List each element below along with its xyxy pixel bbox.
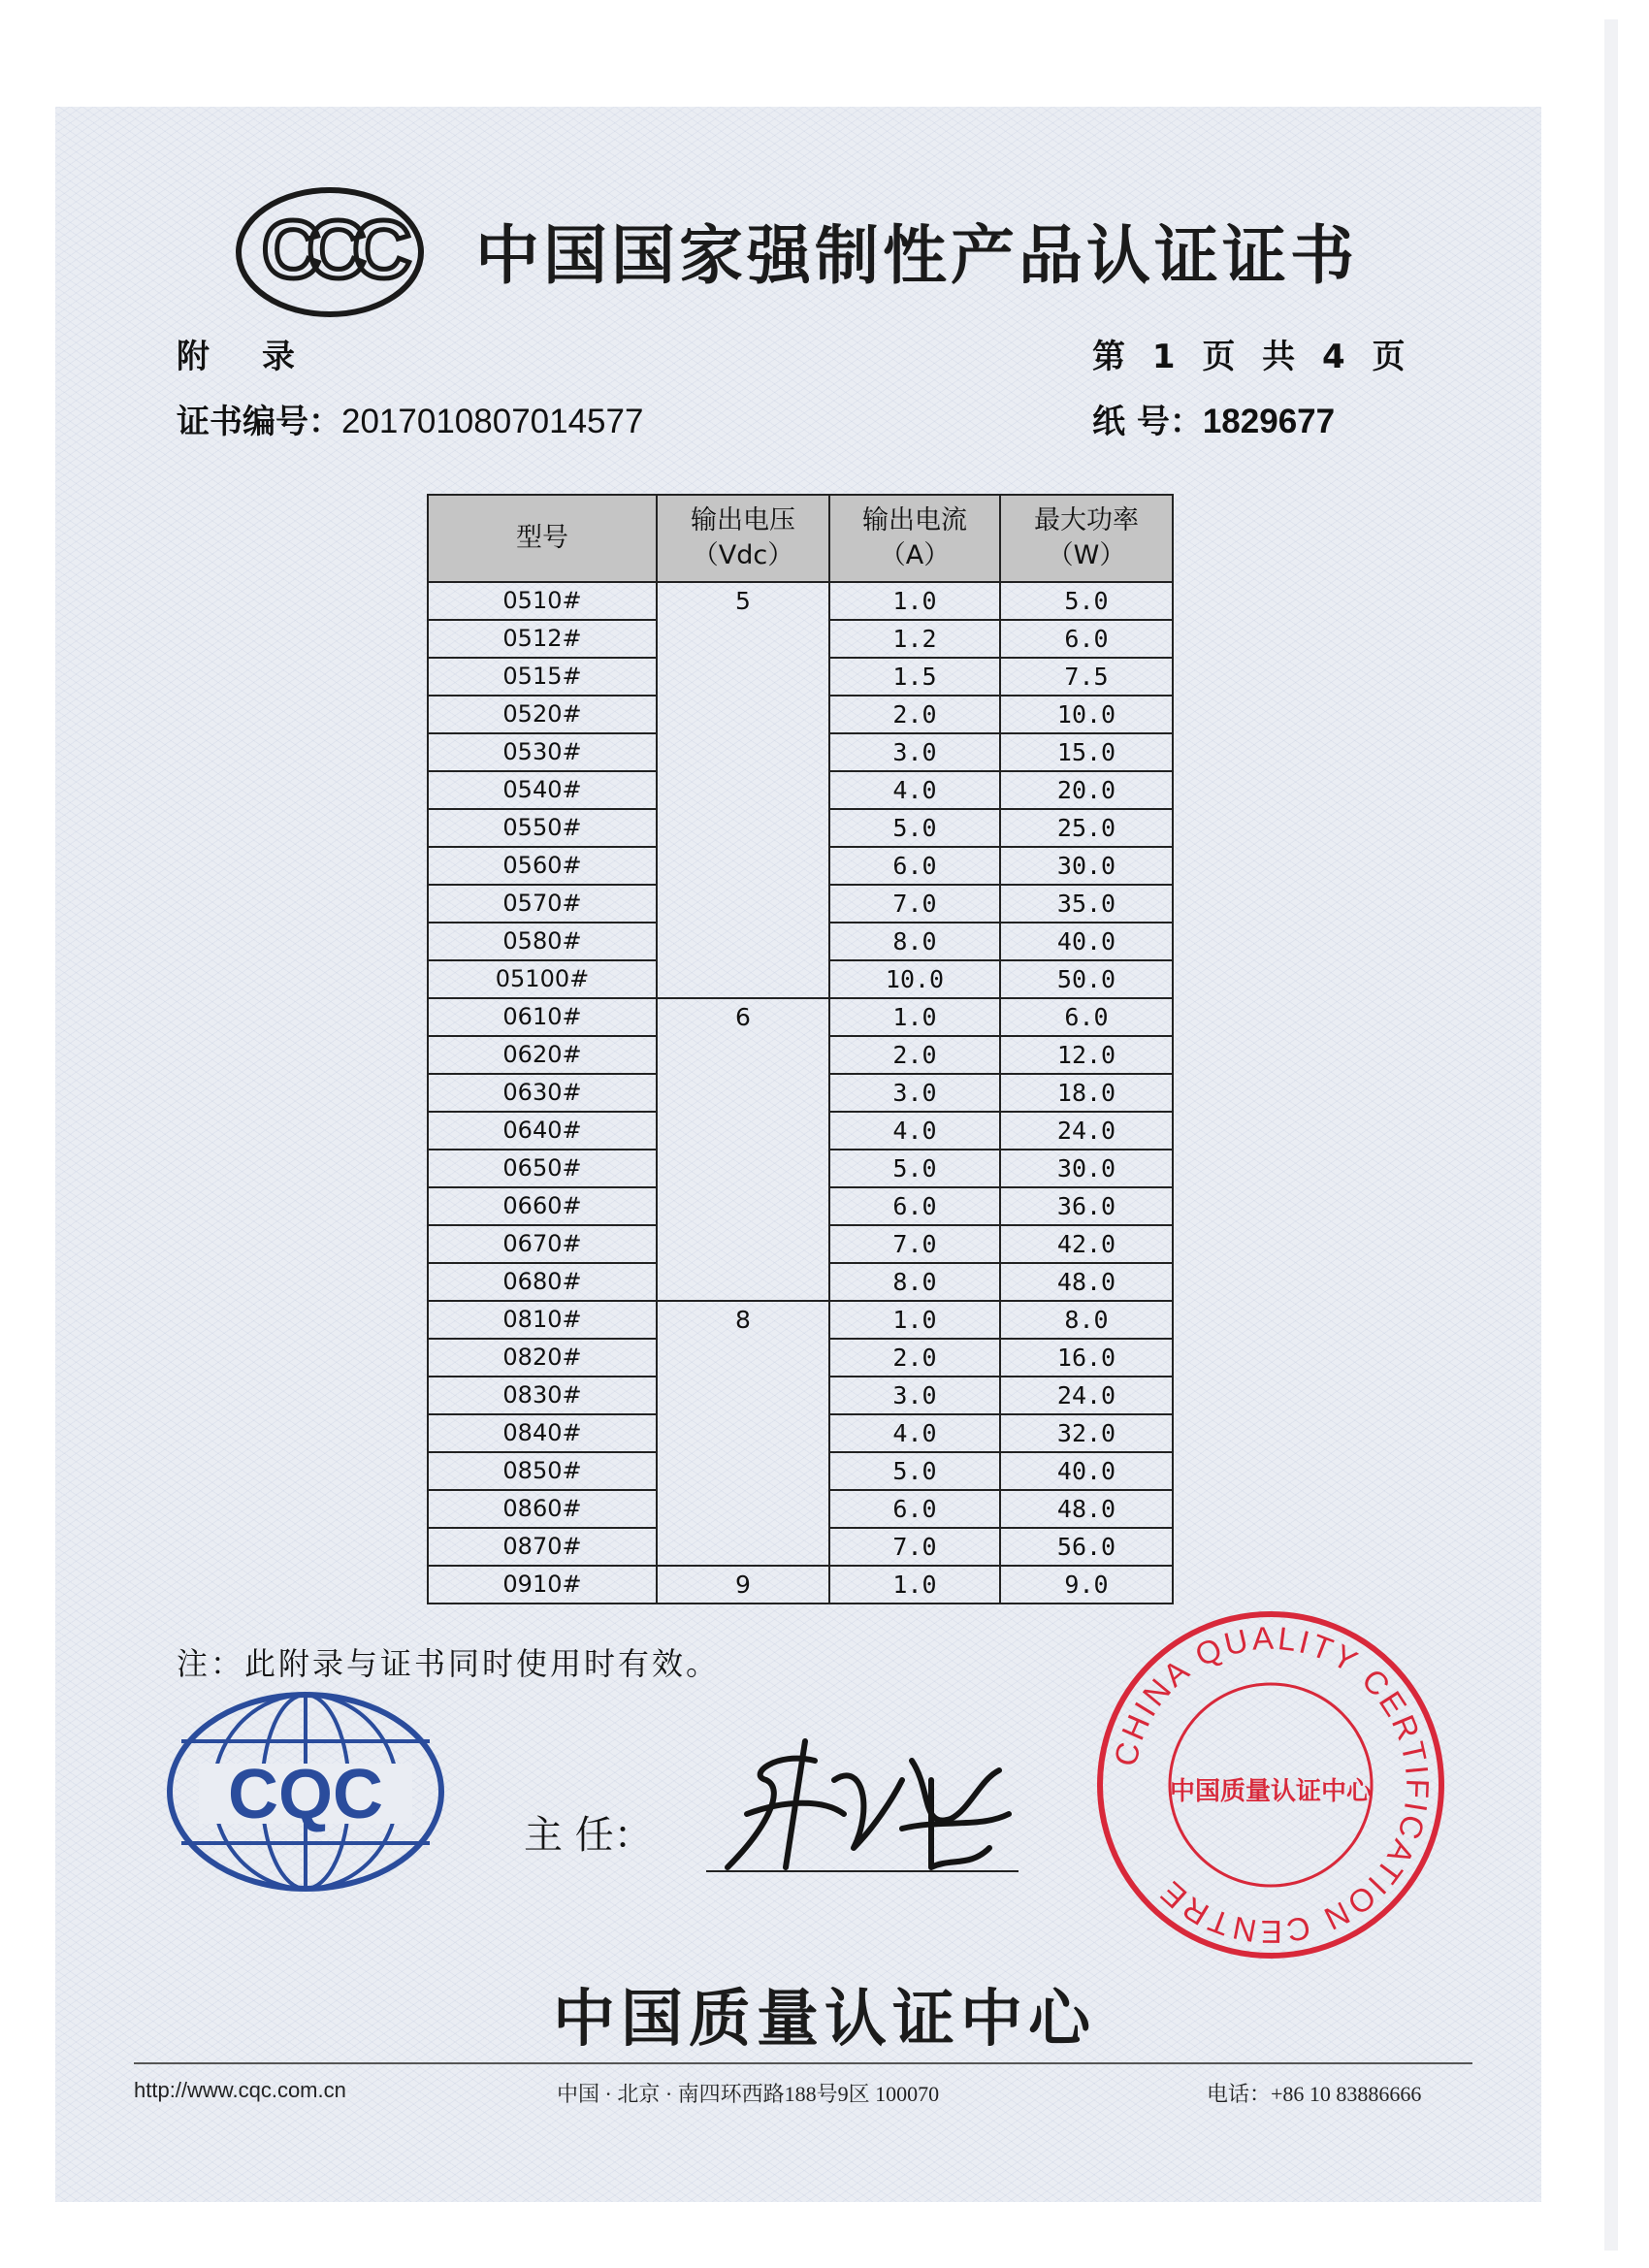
- model-cell: 05100#: [428, 960, 657, 998]
- model-cell: 0620#: [428, 1036, 657, 1074]
- power-cell: 8.0: [1000, 1301, 1173, 1339]
- table-row: [428, 1566, 1173, 1604]
- model-cell: 0540#: [428, 771, 657, 809]
- power-cell: 6.0: [1000, 998, 1173, 1036]
- power-cell: 18.0: [1000, 1074, 1173, 1112]
- current-cell: 2.0: [829, 1036, 1000, 1074]
- current-cell: 5.0: [829, 1150, 1000, 1187]
- current-cell: 8.0: [829, 923, 1000, 960]
- current-cell: 6.0: [829, 1187, 1000, 1225]
- model-cell: 0560#: [428, 847, 657, 885]
- ccc-logo: [233, 184, 427, 320]
- current-cell: 4.0: [829, 1112, 1000, 1150]
- model-cell: 0510#: [428, 582, 657, 620]
- current-cell: 5.0: [829, 809, 1000, 847]
- model-cell: 0840#: [428, 1414, 657, 1452]
- current-cell: 1.0: [829, 582, 1000, 620]
- power-cell: 48.0: [1000, 1490, 1173, 1528]
- voltage-cell: 8: [657, 1301, 829, 1566]
- voltage-cell: 5: [657, 582, 829, 998]
- model-cell: 0515#: [428, 658, 657, 696]
- table-row: [428, 1301, 1173, 1339]
- appendix-label: 附录: [177, 338, 347, 376]
- power-cell: 36.0: [1000, 1187, 1173, 1225]
- current-cell: 5.0: [829, 1452, 1000, 1490]
- current-cell: 4.0: [829, 1414, 1000, 1452]
- model-cell: 0810#: [428, 1301, 657, 1339]
- table-header-row: [428, 495, 1173, 582]
- model-cell: 0520#: [428, 696, 657, 733]
- model-table-body: [428, 582, 1173, 1604]
- power-cell: 48.0: [1000, 1263, 1173, 1301]
- voltage-cell: 6: [657, 998, 829, 1301]
- power-cell: 30.0: [1000, 1150, 1173, 1187]
- director-signature: [708, 1722, 1018, 1877]
- model-cell: 0660#: [428, 1187, 657, 1225]
- footer-divider: [134, 2062, 1472, 2064]
- power-cell: 6.0: [1000, 620, 1173, 658]
- power-cell: 7.5: [1000, 658, 1173, 696]
- header-output-current: 输出电流 （A）: [829, 495, 1000, 582]
- page-indicator: 第 1 页 共 4 页: [1092, 338, 1406, 376]
- table-row: [428, 582, 1173, 620]
- paper-number-label: 纸 号：: [1092, 403, 1203, 441]
- power-cell: 30.0: [1000, 847, 1173, 885]
- model-table: [427, 494, 1174, 1604]
- model-cell: 0830#: [428, 1377, 657, 1414]
- model-cell: 0580#: [428, 923, 657, 960]
- current-cell: 1.2: [829, 620, 1000, 658]
- power-cell: 42.0: [1000, 1225, 1173, 1263]
- model-cell: 0670#: [428, 1225, 657, 1263]
- certificate-number-label: 证书编号：: [177, 403, 341, 441]
- cqc-logo-text: CQC: [228, 1756, 383, 1833]
- model-cell: 0610#: [428, 998, 657, 1036]
- model-cell: 0680#: [428, 1263, 657, 1301]
- current-cell: 3.0: [829, 733, 1000, 771]
- voltage-cell: 9: [657, 1566, 829, 1604]
- current-cell: 1.5: [829, 658, 1000, 696]
- model-cell: 0550#: [428, 809, 657, 847]
- current-cell: 3.0: [829, 1074, 1000, 1112]
- current-cell: 8.0: [829, 1263, 1000, 1301]
- seal-inner-text: 中国质量认证中心: [1169, 1777, 1373, 1806]
- current-cell: 3.0: [829, 1377, 1000, 1414]
- footer-phone: 电话：+86 10 83886666: [1207, 2082, 1422, 2106]
- current-cell: 10.0: [829, 960, 1000, 998]
- certificate-title: 中国国家强制性产品认证证书: [475, 218, 1358, 293]
- model-cell: 0820#: [428, 1339, 657, 1377]
- power-cell: 40.0: [1000, 923, 1173, 960]
- model-cell: 0910#: [428, 1566, 657, 1604]
- validity-note: 注：此附录与证书同时使用时有效。: [177, 1645, 721, 1682]
- model-cell: 0512#: [428, 620, 657, 658]
- page-edge: [1604, 19, 1618, 2251]
- current-cell: 1.0: [829, 1566, 1000, 1604]
- ccc-seal: [1086, 1601, 1455, 1969]
- footer-address: 中国 · 北京 · 南四环西路188号9区 100070: [557, 2082, 940, 2106]
- model-cell: 0570#: [428, 885, 657, 923]
- power-cell: 16.0: [1000, 1339, 1173, 1377]
- model-cell: 0640#: [428, 1112, 657, 1150]
- power-cell: 20.0: [1000, 771, 1173, 809]
- current-cell: 4.0: [829, 771, 1000, 809]
- power-cell: 24.0: [1000, 1377, 1173, 1414]
- model-cell: 0850#: [428, 1452, 657, 1490]
- footer-website-link[interactable]: http://www.cqc.com.cn: [134, 2078, 346, 2102]
- certificate-number-value: 2017010807014577: [341, 403, 644, 440]
- power-cell: 40.0: [1000, 1452, 1173, 1490]
- model-cell: 0530#: [428, 733, 657, 771]
- power-cell: 35.0: [1000, 885, 1173, 923]
- current-cell: 7.0: [829, 1225, 1000, 1263]
- power-cell: 15.0: [1000, 733, 1173, 771]
- power-cell: 12.0: [1000, 1036, 1173, 1074]
- power-cell: 25.0: [1000, 809, 1173, 847]
- director-label: 主 任：: [524, 1813, 653, 1858]
- model-cell: 0860#: [428, 1490, 657, 1528]
- paper-number: [1092, 395, 1335, 442]
- power-cell: 10.0: [1000, 696, 1173, 733]
- header-max-power: 最大功率 （W）: [1000, 495, 1173, 582]
- table-row: [428, 998, 1173, 1036]
- current-cell: 6.0: [829, 847, 1000, 885]
- signature-line: [706, 1870, 1018, 1872]
- paper-number-value: 1829677: [1202, 403, 1336, 440]
- certificate-number: [177, 395, 643, 442]
- seal-outer-text: CHINA QUALITY CERTIFICATION CENTRE: [1107, 1619, 1437, 1951]
- ccc-logo-text: CCC: [262, 204, 398, 295]
- power-cell: 32.0: [1000, 1414, 1173, 1452]
- current-cell: 2.0: [829, 696, 1000, 733]
- power-cell: 24.0: [1000, 1112, 1173, 1150]
- current-cell: 1.0: [829, 1301, 1000, 1339]
- header-model: 型号: [428, 495, 657, 582]
- power-cell: 5.0: [1000, 582, 1173, 620]
- current-cell: 7.0: [829, 885, 1000, 923]
- power-cell: 9.0: [1000, 1566, 1173, 1604]
- current-cell: 1.0: [829, 998, 1000, 1036]
- model-cell: 0650#: [428, 1150, 657, 1187]
- header-output-voltage: 输出电压 （Vdc）: [657, 495, 829, 582]
- current-cell: 6.0: [829, 1490, 1000, 1528]
- model-cell: 0630#: [428, 1074, 657, 1112]
- power-cell: 50.0: [1000, 960, 1173, 998]
- cqc-logo: [160, 1688, 451, 1896]
- model-cell: 0870#: [428, 1528, 657, 1566]
- current-cell: 2.0: [829, 1339, 1000, 1377]
- current-cell: 7.0: [829, 1528, 1000, 1566]
- power-cell: 56.0: [1000, 1528, 1173, 1566]
- issuer-name: 中国质量认证中心: [553, 1984, 1096, 2056]
